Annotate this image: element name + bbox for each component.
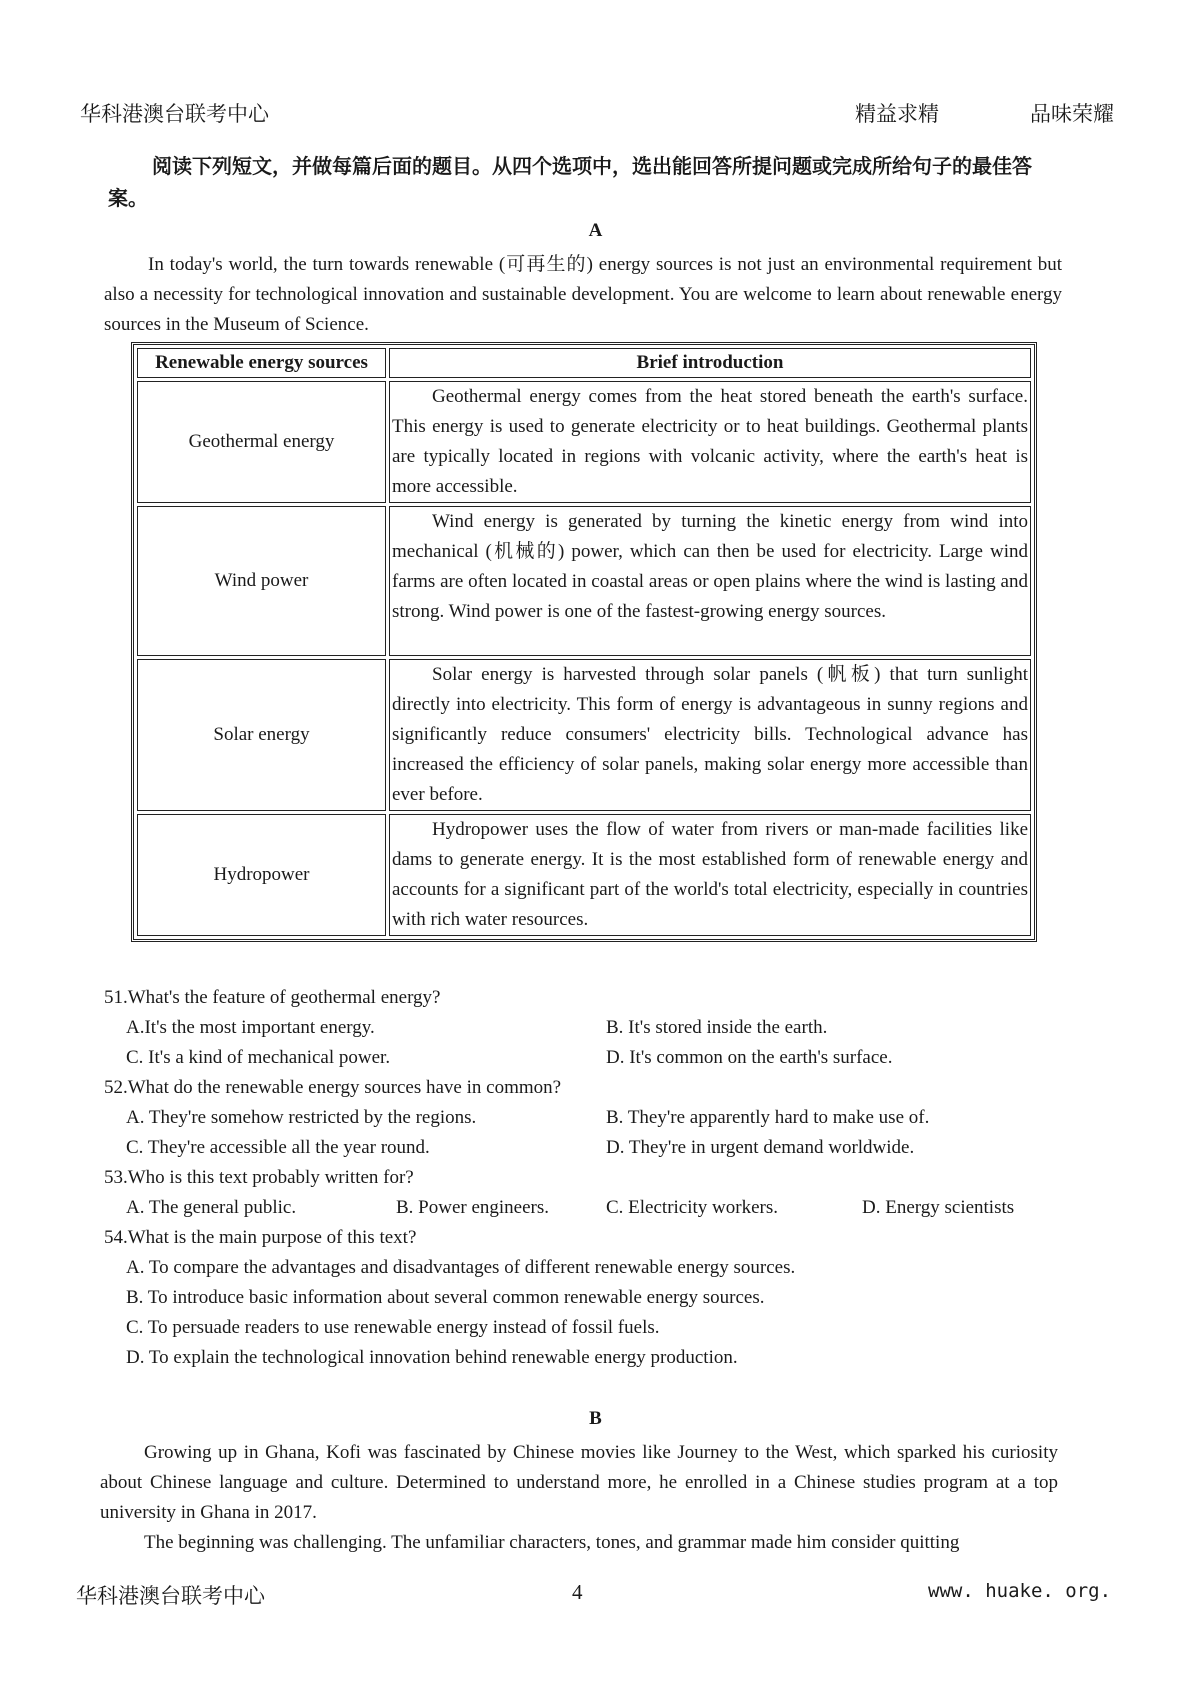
option-a: A. They're somehow restricted by the regions. [126,1107,477,1128]
table-row [137,381,1031,503]
option-c: C. It's a kind of mechanical power. [126,1047,391,1068]
table-header-intro: Brief introduction [389,348,1031,378]
option-row [104,1043,1064,1073]
option-b: B. Power engineers. [396,1197,550,1218]
option-b: B. It's stored inside the earth. [606,1017,828,1038]
energy-name: Wind power [137,506,386,656]
table-row [137,659,1031,811]
option-a: A. To compare the advantages and disadvantages of different renewable energy sources. [126,1257,796,1278]
option-a: A. The general public. [126,1197,297,1218]
header-motto: 精益求精 [855,102,939,126]
option-row [104,1133,1064,1163]
energy-name: Solar energy [137,659,386,811]
question-stem: 51.What's the feature of geothermal energy? [104,987,441,1008]
option-d: D. To explain the technological innovation behind renewable energy production. [126,1347,738,1368]
option-d: D. It's common on the earth's surface. [606,1047,893,1068]
header-motto-right: 品味荣耀 [1030,102,1114,126]
question-stem: 54.What is the main purpose of this text? [104,1227,417,1248]
table-row [137,506,1031,656]
section-a-intro [104,250,1062,340]
option-d: D. Energy scientists [862,1197,1015,1218]
energy-description: Hydropower uses the flow of water from rivers or man-made facilities like dams to generate energy. It is the most established form of renewable energy and accounts for a significant part of the world's total electricity, especially in countries with rich water resources. [389,814,1031,936]
energy-name: Geothermal energy [137,381,386,503]
instructions: 阅读下列短文，并做每篇后面的题目。从四个选项中，选出能回答所提问题或完成所给句子的最佳答案。 [108,154,1032,210]
energy-description: Geothermal energy comes from the heat stored beneath the earth's surface. This energy is used to generate electricity or to heat buildings. Geothermal plants are typically located in regions with volcanic activity, where the earth's heat is more accessible. [389,381,1031,503]
footer-website: www. huake. org. [928,1580,1112,1602]
question-stem: 53.Who is this text probably written for? [104,1167,414,1188]
intro-paragraph: In today's world, the turn towards renewable (可再生的) energy sources is not just an environmental requirement but also a necessity for technological innovation and sustainable development. You are welcome to learn about renewable energy sources in the Museum of Science. [104,254,1062,335]
footer-left: 华科港澳台联考中心 [76,1584,265,1608]
energy-name: Hydropower [137,814,386,936]
option-d: D. They're in urgent demand worldwide. [606,1137,915,1158]
option-row [104,1193,1064,1223]
option-c: C. They're accessible all the year round. [126,1137,430,1158]
option-c: C. Electricity workers. [606,1197,779,1218]
option-b: B. They're apparently hard to make use of. [606,1107,930,1128]
section-b-title: B [589,1408,602,1429]
option-c: C. To persuade readers to use renewable energy instead of fossil fuels. [126,1317,660,1338]
energy-description: Solar energy is harvested through solar panels (帆板) that turn sunlight directly into electricity. This form of energy is advantageous in sunny regions and significantly reduce consumers' electricity bills. Technological advance has increased the efficiency of solar panels, making solar energy more accessible than ever before. [389,659,1031,811]
table-header-sources: Renewable energy sources [137,348,386,378]
question-stem: 52.What do the renewable energy sources have in common? [104,1077,562,1098]
option-row [104,1103,1064,1133]
section-a-title: A [588,220,603,241]
passage-paragraph: The beginning was challenging. The unfamiliar characters, tones, and grammar made him consider quitting [144,1532,960,1553]
energy-description: Wind energy is generated by turning the kinetic energy from wind into mechanical (机械的) power, which can then be used for electricity. Large wind farms are often located in coastal areas or open plains where the wind is lasting and strong. Wind power is one of the fastest-growing energy sources. [389,506,1031,656]
option-a: A.It's the most important energy. [126,1017,375,1038]
energy-table [131,342,1037,942]
section-b-passage [100,1438,1058,1558]
passage-paragraph: Growing up in Ghana, Kofi was fascinated by Chinese movies like Journey to the West, which sparked his curiosity about Chinese language and culture. Determined to understand more, he enrolled in a Chinese studies program at a top university in Ghana in 2017. [100,1442,1058,1523]
option-row [104,1013,1064,1043]
header-left: 华科港澳台联考中心 [80,102,269,126]
page-number: 4 [572,1580,583,1604]
questions [104,983,1064,1373]
table-row [137,814,1031,936]
option-b: B. To introduce basic information about several common renewable energy sources. [126,1287,765,1308]
